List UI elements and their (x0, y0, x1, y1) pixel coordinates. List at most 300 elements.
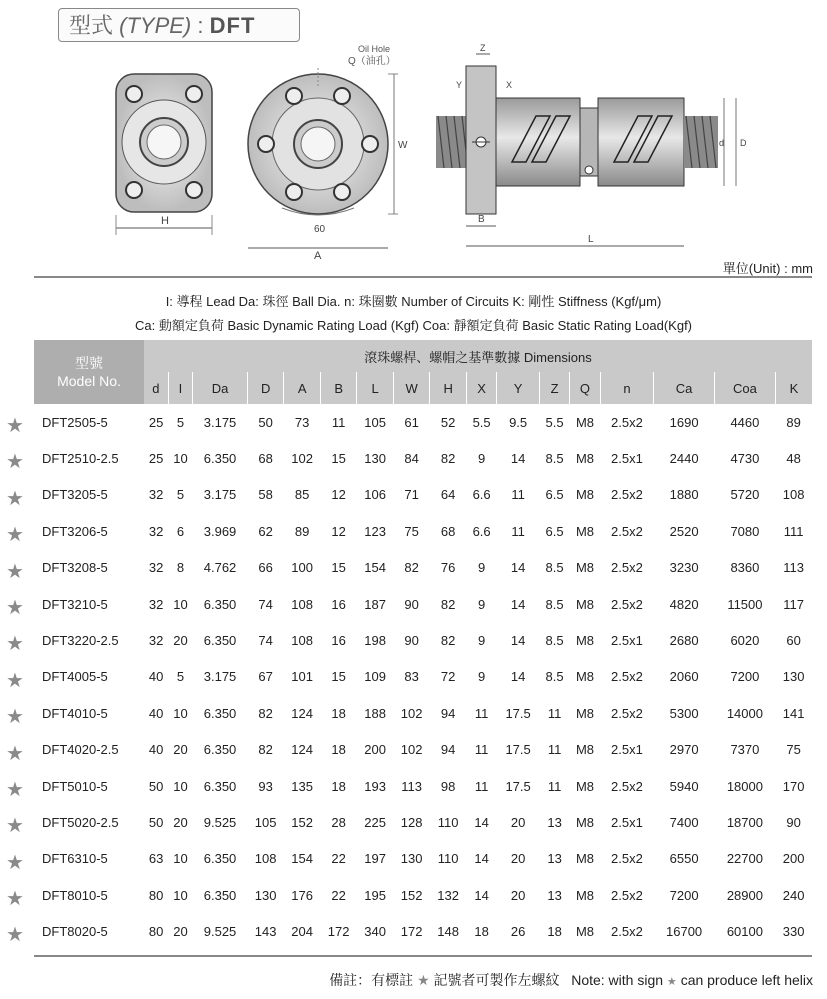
column-header: n (600, 372, 654, 404)
value-cell: 22 (320, 877, 357, 913)
table-row (34, 550, 812, 586)
model-cell: DFT8020-5 (34, 913, 144, 949)
value-cell: 14 (497, 622, 540, 658)
value-cell: 14 (497, 440, 540, 476)
note-zh-suffix: 記號者可製作左螺紋 (433, 972, 560, 988)
value-cell: 9.525 (193, 913, 248, 949)
value-cell: 18 (539, 913, 569, 949)
value-cell: 108 (247, 841, 284, 877)
table-row (34, 477, 812, 513)
value-cell: 106 (357, 477, 394, 513)
value-cell: 10 (168, 768, 192, 804)
table-row (34, 695, 812, 731)
value-cell: 13 (539, 841, 569, 877)
star-column (4, 408, 26, 954)
value-cell: 110 (430, 841, 467, 877)
model-header-zh: 型號 (75, 355, 103, 371)
value-cell: 93 (247, 768, 284, 804)
value-cell: 113 (775, 550, 812, 586)
star-icon: ★ (6, 633, 24, 656)
model-cell: DFT5010-5 (34, 768, 144, 804)
value-cell: 105 (357, 404, 394, 440)
model-cell: DFT5020-2.5 (34, 804, 144, 840)
label-d: d (719, 138, 725, 148)
value-cell: 11 (497, 477, 540, 513)
value-cell: 111 (775, 513, 812, 549)
model-cell: DFT3205-5 (34, 477, 144, 513)
value-cell: 2.5x2 (600, 913, 654, 949)
value-cell: 9.5 (497, 404, 540, 440)
value-cell: 13 (539, 877, 569, 913)
value-cell: 172 (393, 913, 430, 949)
value-cell: 40 (144, 732, 168, 768)
value-cell: 14 (497, 586, 540, 622)
model-cell: DFT6310-5 (34, 841, 144, 877)
value-cell: 68 (430, 513, 467, 549)
value-cell: 2.5x1 (600, 732, 654, 768)
legend-line-1: I: 導程 Lead Da: 珠徑 Ball Dia. n: 珠圈數 Number of Circuits K: 剛性 Stiffness (Kgf/μm) (165, 294, 662, 309)
label-l: L (588, 234, 594, 245)
table-row (34, 841, 812, 877)
value-cell: 5 (168, 404, 192, 440)
value-cell: 82 (430, 586, 467, 622)
value-cell: 6.350 (193, 732, 248, 768)
value-cell: 2.5x2 (600, 877, 654, 913)
value-cell: 74 (247, 586, 284, 622)
label-oil-hole: Oil Hole (358, 44, 391, 54)
value-cell: 82 (393, 550, 430, 586)
value-cell: 72 (430, 659, 467, 695)
value-cell: 3.175 (193, 477, 248, 513)
value-cell: 17.5 (497, 768, 540, 804)
value-cell: 98 (430, 768, 467, 804)
value-cell: 148 (430, 913, 467, 949)
label-b: B (478, 214, 485, 225)
value-cell: 132 (430, 877, 467, 913)
value-cell: 73 (284, 404, 321, 440)
value-cell: 2440 (654, 440, 715, 476)
table-row (34, 804, 812, 840)
value-cell: 18 (320, 732, 357, 768)
model-cell: DFT3208-5 (34, 550, 144, 586)
value-cell: 61 (393, 404, 430, 440)
value-cell: 2.5x2 (600, 404, 654, 440)
table-body (34, 404, 812, 950)
value-cell: 75 (393, 513, 430, 549)
value-cell: 71 (393, 477, 430, 513)
value-cell: 330 (775, 913, 812, 949)
value-cell: 123 (357, 513, 394, 549)
value-cell: 60 (775, 622, 812, 658)
value-cell: 108 (284, 622, 321, 658)
value-cell: 80 (144, 877, 168, 913)
value-cell: 8.5 (539, 586, 569, 622)
value-cell: 90 (393, 586, 430, 622)
value-cell: 10 (168, 440, 192, 476)
value-cell: 105 (247, 804, 284, 840)
value-cell: 15 (320, 550, 357, 586)
table-row (34, 622, 812, 658)
value-cell: 25 (144, 404, 168, 440)
value-cell: 26 (497, 913, 540, 949)
value-cell: 6.350 (193, 768, 248, 804)
value-cell: 20 (168, 804, 192, 840)
value-cell: 6.350 (193, 622, 248, 658)
value-cell: 12 (320, 513, 357, 549)
value-cell: 28 (320, 804, 357, 840)
value-cell: 2.5x1 (600, 622, 654, 658)
divider-bottom (34, 955, 812, 957)
value-cell: 204 (284, 913, 321, 949)
value-cell: 5 (168, 659, 192, 695)
value-cell: 6.6 (466, 513, 496, 549)
label-oil-hole-q: Q（油孔） (348, 56, 396, 67)
value-cell: 154 (357, 550, 394, 586)
title-colon: : (197, 13, 204, 38)
value-cell: 2.5x2 (600, 550, 654, 586)
star-icon: ★ (6, 487, 24, 510)
column-header: B (320, 372, 357, 404)
label-dd: D (740, 138, 747, 148)
value-cell: M8 (570, 659, 600, 695)
column-header: L (357, 372, 394, 404)
value-cell: 22700 (715, 841, 776, 877)
model-header-en: Model No. (57, 373, 121, 389)
value-cell: 17.5 (497, 695, 540, 731)
value-cell: M8 (570, 768, 600, 804)
value-cell: 67 (247, 659, 284, 695)
value-cell: 32 (144, 550, 168, 586)
flange-front-view (116, 74, 212, 235)
value-cell: 83 (393, 659, 430, 695)
column-header: Coa (715, 372, 776, 404)
value-cell: 3.969 (193, 513, 248, 549)
value-cell: 6.350 (193, 695, 248, 731)
value-cell: 90 (775, 804, 812, 840)
value-cell: 117 (775, 586, 812, 622)
title-type: (TYPE) (119, 13, 192, 38)
value-cell: 12 (320, 477, 357, 513)
value-cell: 80 (144, 913, 168, 949)
value-cell: 172 (320, 913, 357, 949)
column-header: A (284, 372, 321, 404)
value-cell: M8 (570, 622, 600, 658)
column-header: D (247, 372, 284, 404)
value-cell: M8 (570, 804, 600, 840)
value-cell: 2520 (654, 513, 715, 549)
model-cell: DFT4010-5 (34, 695, 144, 731)
value-cell: 6.6 (466, 477, 496, 513)
value-cell: 2.5x2 (600, 586, 654, 622)
model-cell: DFT3206-5 (34, 513, 144, 549)
technical-drawing (0, 40, 827, 260)
model-header (34, 340, 144, 404)
value-cell: 176 (284, 877, 321, 913)
value-cell: 2.5x2 (600, 841, 654, 877)
value-cell: 50 (144, 768, 168, 804)
value-cell: 40 (144, 695, 168, 731)
value-cell: 2.5x1 (600, 804, 654, 840)
value-cell: 14 (497, 659, 540, 695)
value-cell: 10 (168, 877, 192, 913)
value-cell: 18 (466, 913, 496, 949)
value-cell: 110 (430, 804, 467, 840)
column-header: X (466, 372, 496, 404)
value-cell: 11 (539, 695, 569, 731)
model-cell: DFT2510-2.5 (34, 440, 144, 476)
value-cell: 20 (497, 841, 540, 877)
value-cell: 60100 (715, 913, 776, 949)
value-cell: 3.175 (193, 659, 248, 695)
value-cell: M8 (570, 477, 600, 513)
footnote (329, 970, 813, 990)
value-cell: 11 (539, 732, 569, 768)
value-cell: 5940 (654, 768, 715, 804)
dimensions-header: 滾珠螺桿、螺帽之基準數據 Dimensions (144, 340, 812, 372)
value-cell: 4820 (654, 586, 715, 622)
value-cell: 16 (320, 622, 357, 658)
table-row (34, 877, 812, 913)
star-icon: ★ (6, 924, 24, 947)
table-row (34, 513, 812, 549)
value-cell: 82 (247, 695, 284, 731)
value-cell: 40 (144, 659, 168, 695)
value-cell: 11500 (715, 586, 776, 622)
label-a: A (314, 250, 322, 260)
value-cell: 141 (775, 695, 812, 731)
unit-label: 單位(Unit) : mm (722, 261, 813, 276)
table-row (34, 768, 812, 804)
value-cell: 170 (775, 768, 812, 804)
value-cell: 2.5x2 (600, 659, 654, 695)
value-cell: 8.5 (539, 659, 569, 695)
value-cell: M8 (570, 513, 600, 549)
value-cell: 225 (357, 804, 394, 840)
value-cell: 6.5 (539, 513, 569, 549)
star-icon: ★ (417, 972, 430, 988)
value-cell: 74 (247, 622, 284, 658)
value-cell: 76 (430, 550, 467, 586)
value-cell: 11 (466, 732, 496, 768)
value-cell: 94 (430, 732, 467, 768)
table-row (34, 732, 812, 768)
value-cell: 85 (284, 477, 321, 513)
value-cell: 9 (466, 586, 496, 622)
column-header: Z (539, 372, 569, 404)
value-cell: 14 (466, 804, 496, 840)
value-cell: 4.762 (193, 550, 248, 586)
value-cell: 6.350 (193, 586, 248, 622)
value-cell: 14 (466, 841, 496, 877)
model-cell: DFT3220-2.5 (34, 622, 144, 658)
value-cell: M8 (570, 732, 600, 768)
value-cell: 18000 (715, 768, 776, 804)
value-cell: 130 (775, 659, 812, 695)
value-cell: 15 (320, 659, 357, 695)
value-cell: 154 (284, 841, 321, 877)
star-icon: ★ (6, 669, 24, 692)
column-header: d (144, 372, 168, 404)
star-icon: ★ (6, 451, 24, 474)
value-cell: 5.5 (466, 404, 496, 440)
note-en-prefix: Note: with sign (571, 972, 664, 988)
model-cell: DFT4020-2.5 (34, 732, 144, 768)
value-cell: 2680 (654, 622, 715, 658)
value-cell: 7200 (654, 877, 715, 913)
title-label: 型式 (69, 13, 114, 38)
value-cell: 240 (775, 877, 812, 913)
value-cell: 9 (466, 622, 496, 658)
value-cell: 89 (775, 404, 812, 440)
value-cell: 113 (393, 768, 430, 804)
star-icon: ★ (6, 851, 24, 874)
value-cell: 28900 (715, 877, 776, 913)
value-cell: 130 (357, 440, 394, 476)
column-header: Da (193, 372, 248, 404)
value-cell: 1880 (654, 477, 715, 513)
value-cell: 48 (775, 440, 812, 476)
value-cell: 64 (430, 477, 467, 513)
table-row (34, 404, 812, 440)
value-cell: 5 (168, 477, 192, 513)
value-cell: 82 (430, 622, 467, 658)
star-icon: ★ (6, 560, 24, 583)
value-cell: 9 (466, 659, 496, 695)
value-cell: 101 (284, 659, 321, 695)
value-cell: 130 (247, 877, 284, 913)
value-cell: 102 (284, 440, 321, 476)
note-en-suffix: can produce left helix (680, 972, 813, 988)
value-cell: M8 (570, 695, 600, 731)
model-cell: DFT4005-5 (34, 659, 144, 695)
value-cell: 18700 (715, 804, 776, 840)
value-cell: 2060 (654, 659, 715, 695)
value-cell: 2.5x2 (600, 513, 654, 549)
value-cell: 124 (284, 732, 321, 768)
value-cell: 16 (320, 586, 357, 622)
divider-top (34, 276, 812, 278)
label-z: Z (480, 43, 486, 53)
value-cell: 10 (168, 841, 192, 877)
value-cell: 17.5 (497, 732, 540, 768)
model-cell: DFT8010-5 (34, 877, 144, 913)
value-cell: 14 (466, 877, 496, 913)
value-cell: M8 (570, 550, 600, 586)
value-cell: 124 (284, 695, 321, 731)
note-zh-prefix: 備註：有標註 (329, 972, 414, 988)
value-cell: 63 (144, 841, 168, 877)
value-cell: 14000 (715, 695, 776, 731)
star-icon: ★ (6, 706, 24, 729)
star-icon: ★ (6, 888, 24, 911)
value-cell: 102 (393, 732, 430, 768)
value-cell: M8 (570, 841, 600, 877)
value-cell: 20 (497, 877, 540, 913)
value-cell: 7200 (715, 659, 776, 695)
value-cell: 6 (168, 513, 192, 549)
value-cell: 62 (247, 513, 284, 549)
value-cell: 18 (320, 695, 357, 731)
flange-round-view (248, 68, 398, 248)
model-cell: DFT2505-5 (34, 404, 144, 440)
value-cell: 32 (144, 622, 168, 658)
value-cell: 82 (430, 440, 467, 476)
value-cell: 3.175 (193, 404, 248, 440)
value-cell: 2.5x1 (600, 440, 654, 476)
column-header: Ca (654, 372, 715, 404)
column-header: W (393, 372, 430, 404)
value-cell: 4730 (715, 440, 776, 476)
value-cell: 152 (393, 877, 430, 913)
table-row (34, 586, 812, 622)
value-cell: 15 (320, 440, 357, 476)
value-cell: 14 (497, 550, 540, 586)
value-cell: 4460 (715, 404, 776, 440)
value-cell: 32 (144, 477, 168, 513)
value-cell: 9.525 (193, 804, 248, 840)
value-cell: 11 (539, 768, 569, 804)
value-cell: 2.5x2 (600, 768, 654, 804)
legend-line-2: Ca: 動額定負荷 Basic Dynamic Rating Load (Kgf) Coa: 靜額定負荷 Basic Static Rating Load(Kgf) (134, 318, 693, 333)
value-cell: 25 (144, 440, 168, 476)
value-cell: M8 (570, 440, 600, 476)
value-cell: 20 (168, 732, 192, 768)
table-row (34, 913, 812, 949)
column-header-row (34, 372, 812, 404)
value-cell: 102 (393, 695, 430, 731)
value-cell: 84 (393, 440, 430, 476)
value-cell: 200 (775, 841, 812, 877)
value-cell: 16700 (654, 913, 715, 949)
value-cell: 58 (247, 477, 284, 513)
value-cell: 32 (144, 586, 168, 622)
star-icon-small: ★ (666, 976, 677, 988)
value-cell: 8.5 (539, 440, 569, 476)
value-cell: 3230 (654, 550, 715, 586)
value-cell: 8.5 (539, 622, 569, 658)
value-cell: 66 (247, 550, 284, 586)
value-cell: 6.350 (193, 877, 248, 913)
value-cell: 128 (393, 804, 430, 840)
star-icon: ★ (6, 742, 24, 765)
label-x: X (506, 80, 513, 90)
value-cell: 22 (320, 841, 357, 877)
column-header: H (430, 372, 467, 404)
value-cell: 11 (320, 404, 357, 440)
value-cell: 340 (357, 913, 394, 949)
value-cell: 188 (357, 695, 394, 731)
value-cell: M8 (570, 877, 600, 913)
value-cell: 8.5 (539, 550, 569, 586)
value-cell: 8360 (715, 550, 776, 586)
title-code: DFT (209, 13, 256, 38)
value-cell: 193 (357, 768, 394, 804)
value-cell: 11 (466, 695, 496, 731)
value-cell: 10 (168, 586, 192, 622)
value-cell: 94 (430, 695, 467, 731)
value-cell: 198 (357, 622, 394, 658)
value-cell: 89 (284, 513, 321, 549)
value-cell: 1690 (654, 404, 715, 440)
model-cell: DFT3210-5 (34, 586, 144, 622)
value-cell: 6.5 (539, 477, 569, 513)
value-cell: M8 (570, 404, 600, 440)
value-cell: 130 (393, 841, 430, 877)
value-cell: 75 (775, 732, 812, 768)
value-cell: 18 (320, 768, 357, 804)
label-h: H (161, 215, 169, 227)
value-cell: 9 (466, 550, 496, 586)
